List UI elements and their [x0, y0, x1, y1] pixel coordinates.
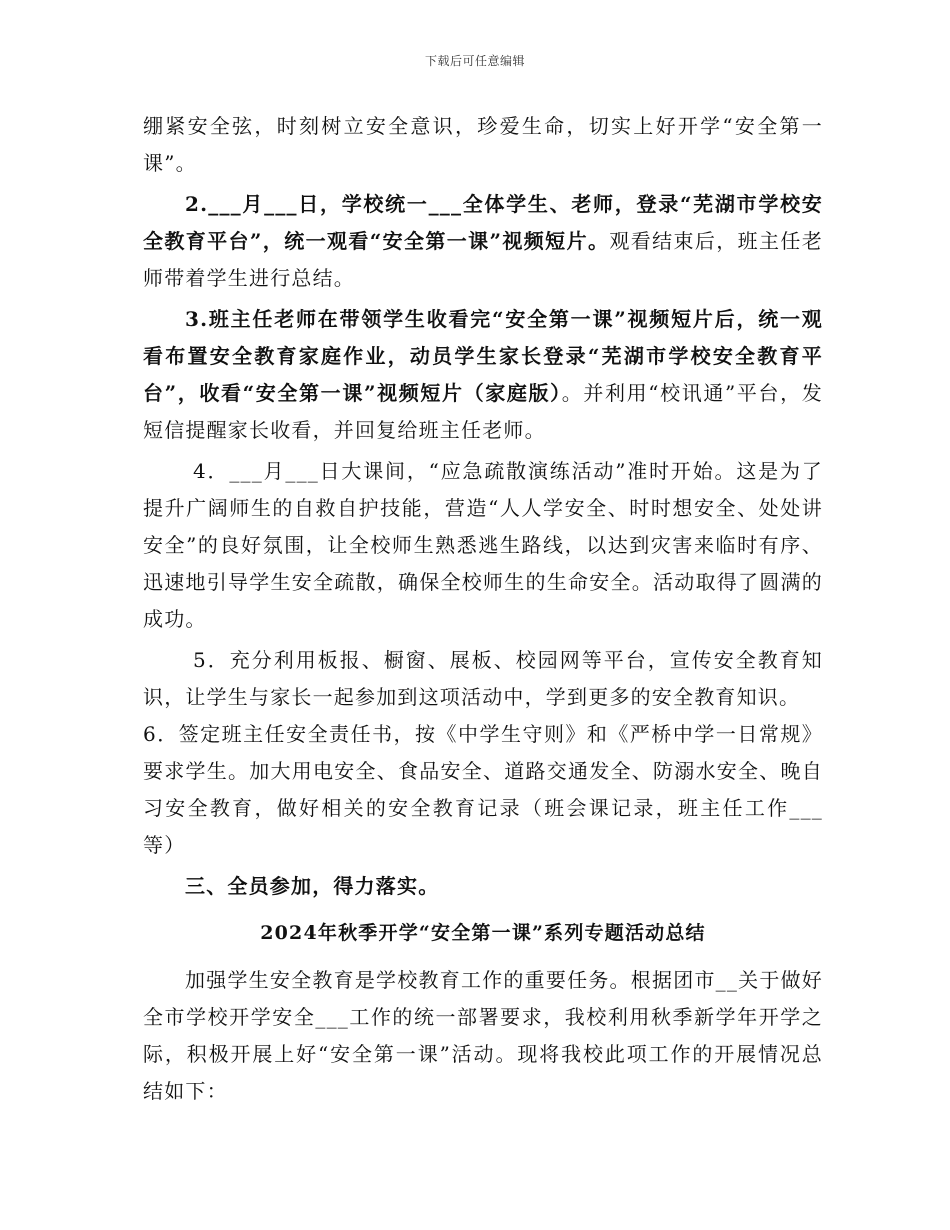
paragraph-item-3 — [143, 301, 823, 449]
document-title: 2024年秋季开学“安全第一课”系列专题活动总结 — [260, 922, 706, 944]
paragraph-continuation: 绷紧安全弦，时刻树立安全意识，珍爱生命，切实上好开学“安全第一课”。 — [143, 114, 823, 175]
item-2-plain-text: 观看结束后，班主任老师带着学生进行总结。 — [143, 229, 823, 290]
header-note: 下载后可任意编辑 — [424, 54, 525, 68]
item-3-bold-text: 3.班主任老师在带领学生收看完“安全第一课”视频短片后，统一观看布置安全教育家庭作业，动员学生家长登录“芜湖市学校安全教育平台”，收看“安全第一课”视频短片（家庭版） — [143, 307, 823, 405]
item-2-bold-text: 2.___月___日，学校统一___全体学生、老师，登录“芜湖市学校安全教育平台”，统一观看“安全第一课”视频短片。 — [143, 192, 823, 253]
section-heading-3: 三、全员参加，得力落实。 — [185, 874, 440, 898]
paragraph-item-2 — [143, 186, 823, 297]
paragraph-item-5: 5．充分利用板报、橱窗、展板、校园网等平台，宣传安全教育知识，让学生与家长一起参加到这项活动中，学到更多的安全教育知识。 — [143, 648, 823, 709]
paragraph-intro: 加强学生安全教育是学校教育工作的重要任务。根据团市__关于做好全市学校开学安全___工作的统一部署要求，我校利用秋季新学年开学之际，积极开展上好“安全第一课”活动。现将我校此项工作的开展情况总结如下： — [143, 968, 823, 1103]
paragraph-item-4: 4．___月___日大课间，“应急疏散演练活动”准时开始。这是为了提升广阔师生的自救自护技能，营造“人人学安全、时时想安全、处处讲安全”的良好氛围，让全校师生熟悉逃生路线，以达到灾害来临时有序、迅速地引导学生安全疏散，确保全校师生的生命安全。活动取得了圆满的成功。 — [143, 459, 823, 631]
document-body — [143, 108, 823, 1114]
paragraph-item-6: 6．签定班主任安全责任书，按《中学生守则》和《严桥中学一日常规》要求学生。加大用电安全、食品安全、道路交通发全、防溺水安全、晚自习安全教育，做好相关的安全教育记录（班会课记录，班主任工作___等） — [143, 722, 823, 857]
item-3-plain-text: 。并利用“校讯通”平台，发短信提醒家长收看，并回复给班主任老师。 — [143, 381, 823, 442]
